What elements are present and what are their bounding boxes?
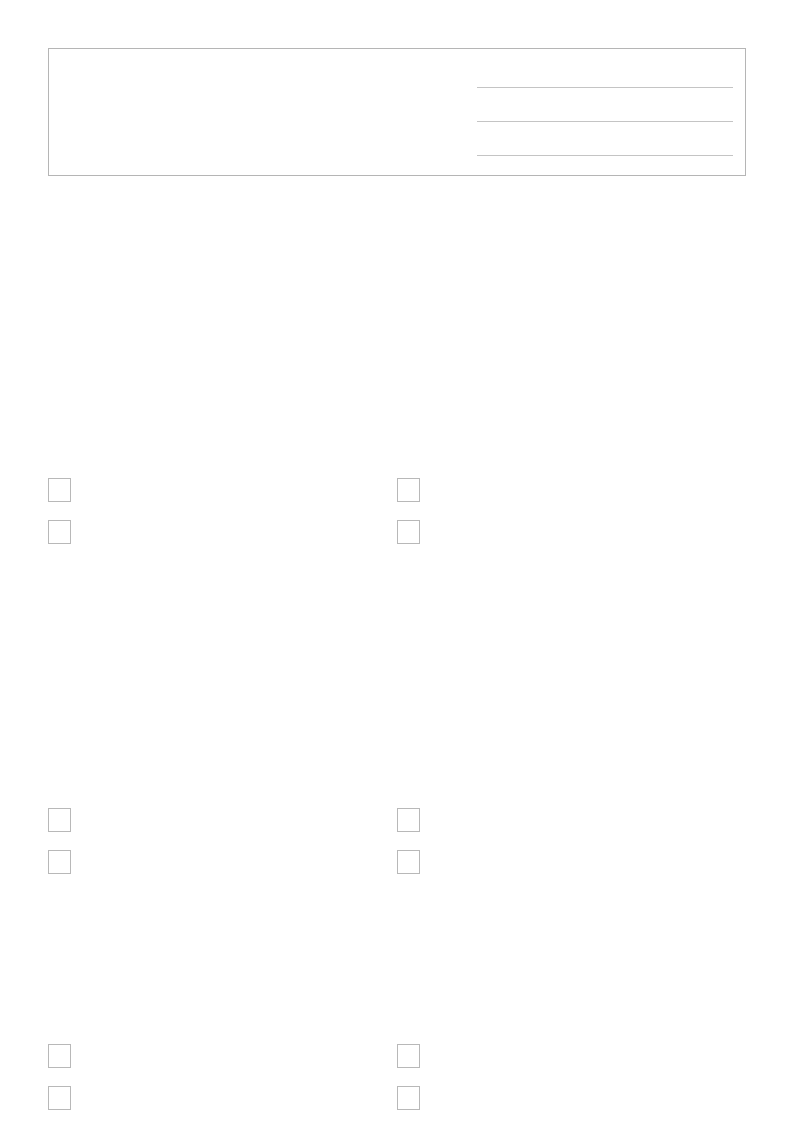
worksheet-header xyxy=(48,48,746,176)
option-c-letter[interactable] xyxy=(48,850,71,874)
option-a-letter[interactable] xyxy=(48,808,71,832)
date-line[interactable] xyxy=(477,155,733,156)
option-d-letter[interactable] xyxy=(397,850,420,874)
name-line[interactable] xyxy=(477,87,733,88)
option-b-letter[interactable] xyxy=(397,478,420,502)
cell-phone-survey-image xyxy=(96,569,256,783)
option-d-letter[interactable] xyxy=(397,520,420,544)
option-c-letter[interactable] xyxy=(48,520,71,544)
favorite-colors-graph-image xyxy=(96,899,256,1019)
option-a-letter[interactable] xyxy=(48,478,71,502)
option-c-letter[interactable] xyxy=(48,1086,71,1110)
option-b-letter[interactable] xyxy=(397,1044,420,1068)
option-a-letter[interactable] xyxy=(48,1044,71,1068)
option-d-letter[interactable] xyxy=(397,1086,420,1110)
class-line[interactable] xyxy=(477,121,733,122)
cell-phone-survey-image xyxy=(96,240,256,453)
option-b-letter[interactable] xyxy=(397,808,420,832)
